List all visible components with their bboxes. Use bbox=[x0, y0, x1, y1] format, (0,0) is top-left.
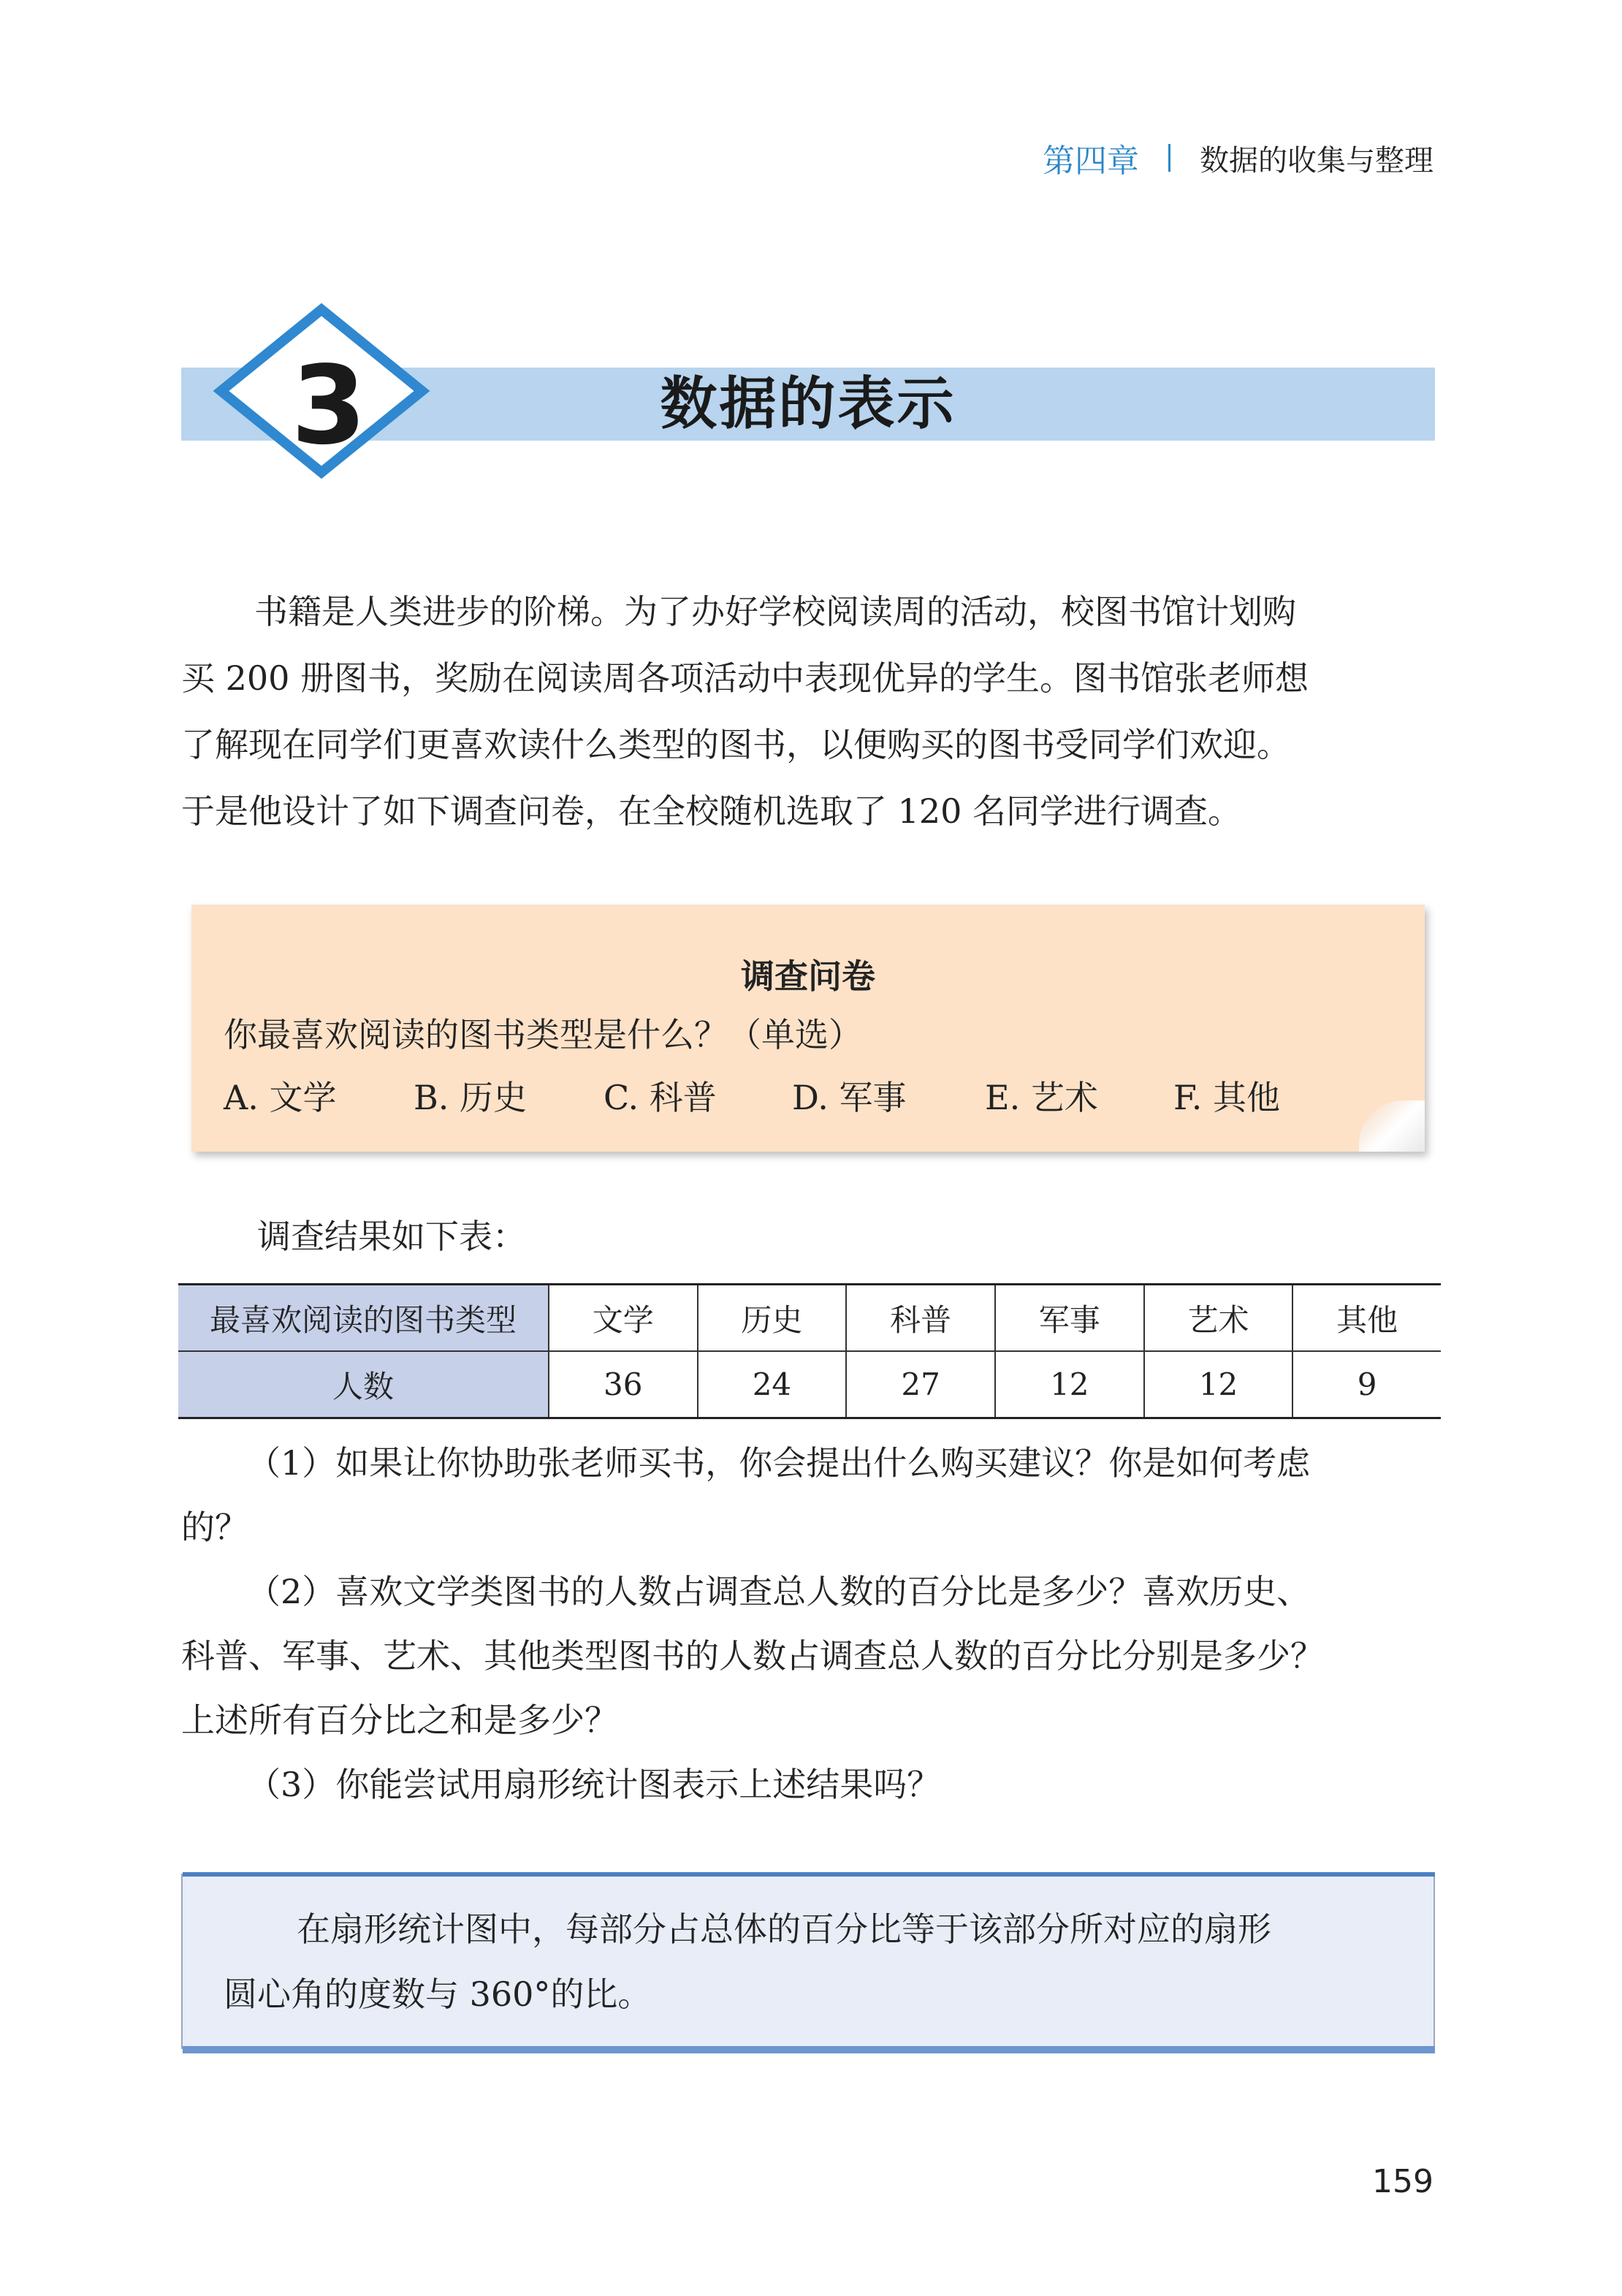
question-3: （3）你能尝试用扇形统计图表示上述结果吗？ bbox=[247, 1765, 941, 1804]
results-table bbox=[178, 1283, 1441, 1419]
question-2-cont: 科普、军事、艺术、其他类型图书的人数占调查总人数的百分比分别是多少？ bbox=[181, 1636, 1324, 1676]
survey-option: E. 艺术 bbox=[985, 1078, 1098, 1117]
table-row bbox=[178, 1285, 1441, 1352]
category-cell: 历史 bbox=[698, 1285, 847, 1352]
note-bottom-border bbox=[183, 2046, 1435, 2053]
questions-block bbox=[181, 1431, 1439, 1817]
category-cell: 其他 bbox=[1292, 1285, 1441, 1352]
question-1: （1）如果让你协助张老师买书，你会提出什么购买建议？你是如何考虑 bbox=[247, 1443, 1311, 1483]
count-cell: 12 bbox=[1144, 1351, 1293, 1418]
category-cell: 艺术 bbox=[1144, 1285, 1293, 1352]
question-2: （2）喜欢文学类图书的人数占调查总人数的百分比是多少？喜欢历史、 bbox=[247, 1572, 1311, 1611]
note-line: 在扇形统计图中，每部分占总体的百分比等于该部分所对应的扇形 bbox=[297, 1909, 1271, 1949]
category-cell: 文学 bbox=[549, 1285, 698, 1352]
note-text bbox=[224, 1897, 1415, 2027]
survey-question: 你最喜欢阅读的图书类型是什么？（单选） bbox=[224, 1015, 862, 1054]
intro-line: 于是他设计了如下调查问卷，在全校随机选取了 120 名同学进行调查。 bbox=[181, 791, 1242, 831]
question-2-cont: 上述所有百分比之和是多少？ bbox=[181, 1700, 618, 1740]
survey-option: F. 其他 bbox=[1173, 1078, 1280, 1117]
section-number: 3 bbox=[291, 343, 367, 468]
survey-option: B. 历史 bbox=[414, 1078, 528, 1117]
survey-option: D. 军事 bbox=[792, 1078, 907, 1117]
count-cell: 24 bbox=[698, 1351, 847, 1418]
count-cell: 36 bbox=[549, 1351, 698, 1418]
intro-line: 买 200 册图书，奖励在阅读周各项活动中表现优异的学生。图书馆张老师想 bbox=[181, 658, 1309, 698]
header-divider bbox=[1168, 144, 1170, 172]
results-label: 调查结果如下表： bbox=[257, 1217, 526, 1256]
count-cell: 27 bbox=[846, 1351, 995, 1418]
count-cell: 9 bbox=[1292, 1351, 1441, 1418]
row-header-type: 最喜欢阅读的图书类型 bbox=[178, 1285, 549, 1352]
category-cell: 科普 bbox=[846, 1285, 995, 1352]
section-title: 数据的表示 bbox=[660, 371, 956, 437]
note-top-border bbox=[183, 1872, 1435, 1877]
page-number: 159 bbox=[1372, 2163, 1433, 2200]
table-row bbox=[178, 1351, 1441, 1418]
note-line: 圆心角的度数与 360°的比。 bbox=[224, 1974, 652, 2014]
chapter-label: 第四章 bbox=[1043, 142, 1139, 180]
survey-option: C. 科普 bbox=[604, 1078, 717, 1117]
intro-line: 了解现在同学们更喜欢读什么类型的图书，以便购买的图书受同学们欢迎。 bbox=[181, 725, 1290, 764]
row-header-count: 人数 bbox=[178, 1351, 549, 1418]
intro-paragraph bbox=[181, 579, 1439, 845]
category-cell: 军事 bbox=[995, 1285, 1144, 1352]
running-header bbox=[1043, 136, 1433, 180]
survey-title: 调查问卷 bbox=[741, 957, 875, 996]
intro-line: 书籍是人类进步的阶梯。为了办好学校阅读周的活动，校图书馆计划购 bbox=[254, 592, 1296, 631]
survey-options bbox=[224, 1071, 1280, 1120]
survey-option: A. 文学 bbox=[224, 1078, 337, 1117]
page-curl-decoration bbox=[1359, 1101, 1425, 1152]
count-cell: 12 bbox=[995, 1351, 1144, 1418]
chapter-title: 数据的收集与整理 bbox=[1200, 143, 1433, 178]
question-1-cont: 的？ bbox=[181, 1508, 248, 1547]
